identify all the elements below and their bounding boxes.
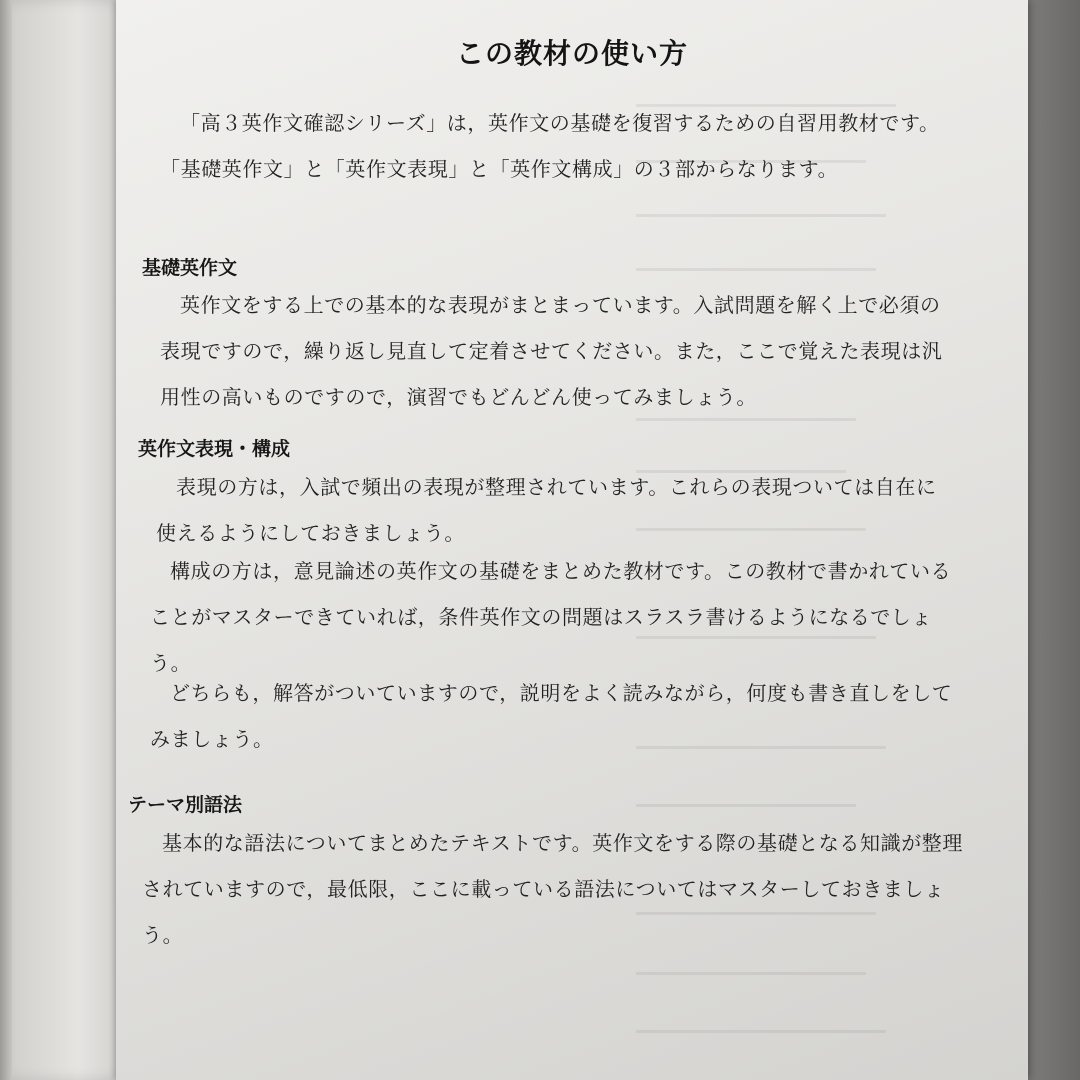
document-page <box>116 0 1028 1080</box>
table-surface <box>1028 0 1080 1080</box>
section-heading-grammar-by-theme: テーマ別語法 <box>128 794 243 816</box>
section-paragraph: 表現の方は，入試で頻出の表現が整理されています。これらの表現ついては自在に使えるようにしておきましょう。 <box>156 475 937 545</box>
section-paragraph: どちらも，解答がついていますので，説明をよく読みながら，何度も書き直しをしてみましょう。 <box>150 681 953 751</box>
section-heading-expression-structure: 英作文表現・構成 <box>138 438 291 460</box>
section-paragraph: 英作文をする上での基本的な表現がまとまっています。入試問題を解く上で必須の表現ですので，繰り返し見直して定着させてください。また，ここで覚えた表現は汎用性の高いものですので，演習でもどんどん使ってみましょう。 <box>160 293 943 409</box>
book-gutter <box>12 0 132 1080</box>
previous-page-edge <box>0 0 12 1080</box>
section-paragraph: 構成の方は，意見論述の英作文の基礎をまとめた教材です。この教材で書かれていることがマスターできていれば，条件英作文の問題はスラスラ書けるようになるでしょう。 <box>150 559 952 675</box>
page-title: この教材の使い方 <box>455 37 688 70</box>
section-paragraph: 基本的な語法についてまとめたテキストです。英作文をする際の基礎となる知識が整理されていますので，最低限，ここに載っている語法についてはマスターしておきましょう。 <box>142 831 963 947</box>
intro-paragraph: 「高３英作文確認シリーズ」は，英作文の基礎を復習するための自習用教材です。「基礎英作文」と「英作文表現」と「英作文構成」の３部からなります。 <box>160 111 940 181</box>
section-heading-basic-composition: 基礎英作文 <box>142 257 238 279</box>
page-content <box>116 0 1028 1080</box>
